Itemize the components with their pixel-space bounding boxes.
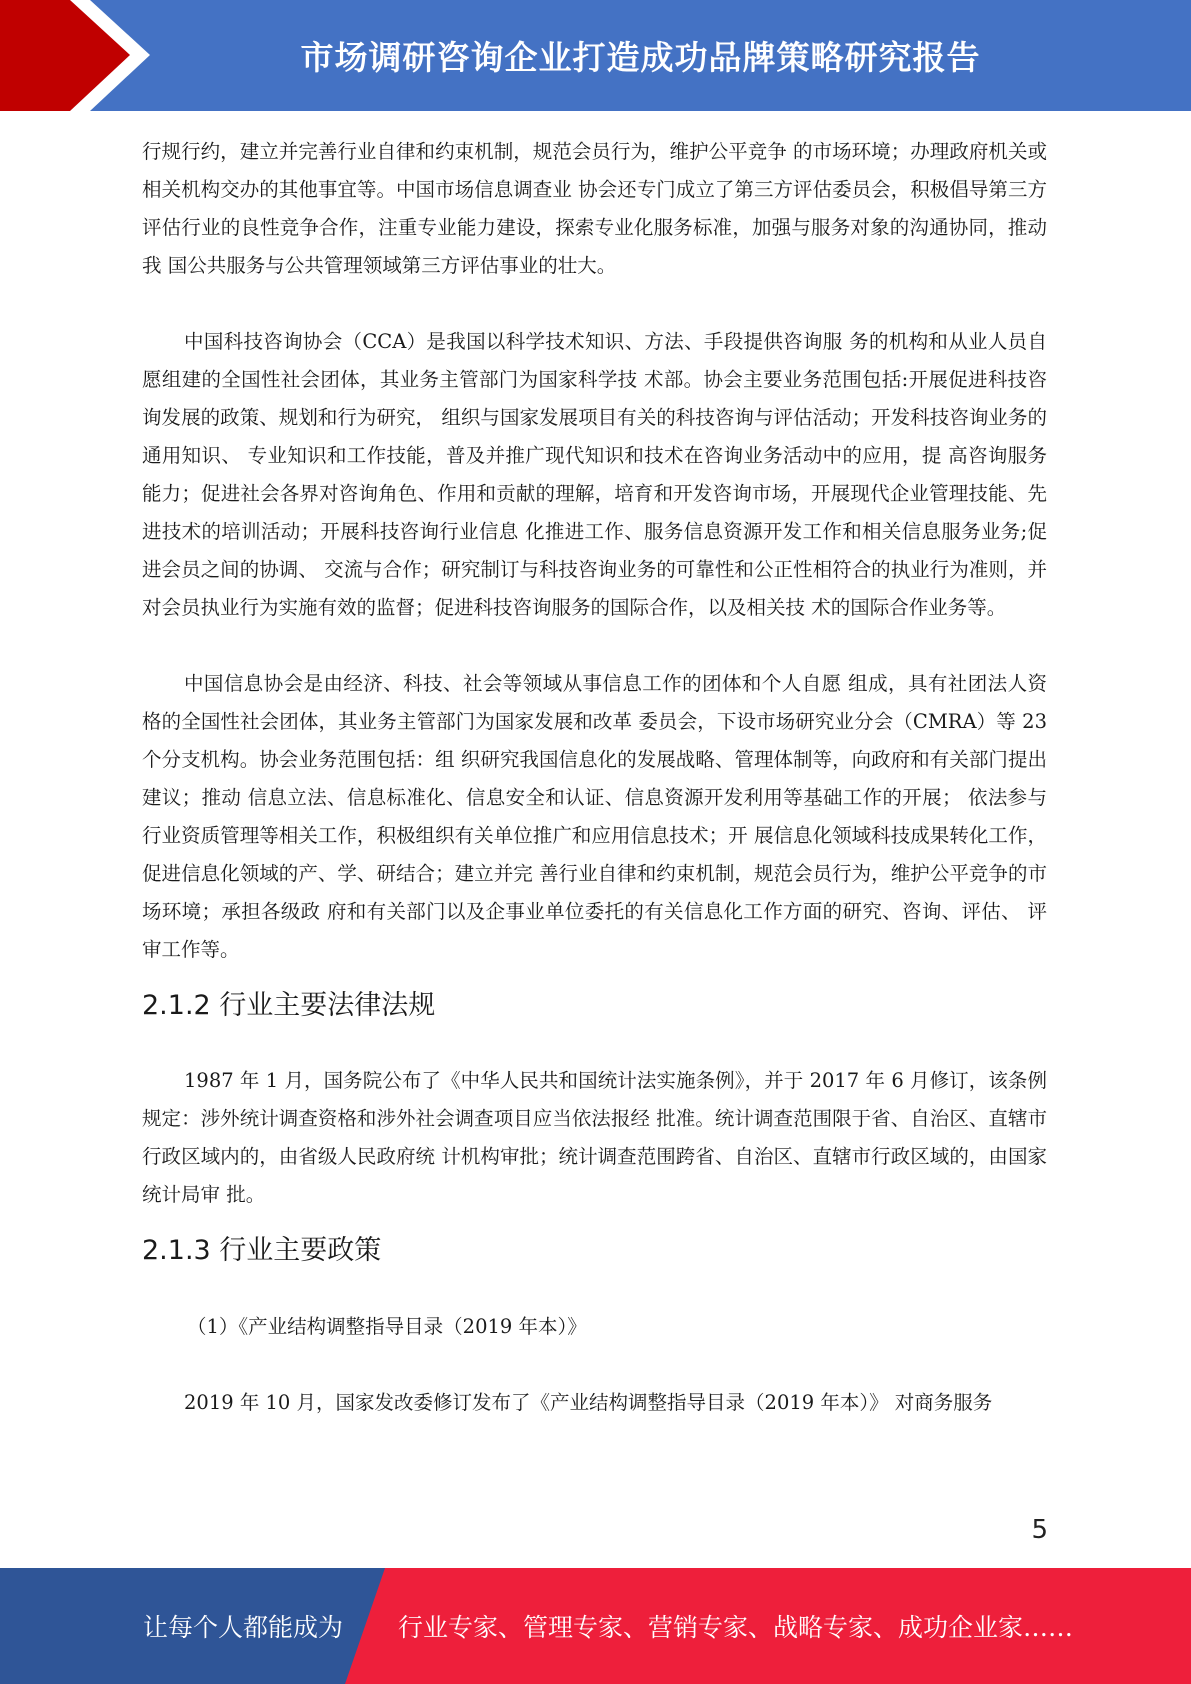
footer-slogan-lead: 让每个人都能成为 <box>143 1613 344 1642</box>
paragraph-market-info-association: 行规行约，建立并完善行业自律和约束机制，规范会员行为，维护公平竞争 的市场环境；办理政府机关或相关机构交办的其他事宜等。中国市场信息调查业 协会还专门成立了第三方评估委员会，积极倡导第三方评估行业的良性竞争合作，注重专业能力建设，探索专业化服务标准，加强与服务对象的沟通协同，推动我 国公共服务与公共管理领域第三方评估事业的壮大。 <box>142 140 1047 277</box>
policy-item-1: （1）《产业结构调整指导目录（2019 年本）》 <box>187 1315 587 1338</box>
paragraph-china-information-association: 中国信息协会是由经济、科技、社会等领域从事信息工作的团体和个人自愿 组成，具有社团法人资格的全国性社会团体，其业务主管部门为国家发展和改革 委员会，下设市场研究业分会（CMRA）等 23 个分支机构。协会业务范围包括：组 织研究我国信息化的发展战略、管理体制等，向政府和有关部门提出建议；推动 信息立法、信息标准化、信息安全和认证、信息资源开发利用等基础工作的开展； 依法参与行业资质管理等相关工作，积极组织有关单位推广和应用信息技术；开 展信息化领域科技成果转化工作，促进信息化领域的产、学、研结合；建立并完 善行业自律和约束机制，规范会员行为，维护公平竞争的市场环境；承担各级政 府和有关部门以及企事业单位委托的有关信息化工作方面的研究、咨询、评估、 评审工作等。 <box>142 672 1047 961</box>
paragraph-statistics-law: 1987 年 1 月，国务院公布了《中华人民共和国统计法实施条例》，并于 2017 年 6 月修订，该条例规定：涉外统计调查资格和涉外社会调查项目应当依法报经 批准。统计调查范围限于省、自治区、直辖市行政区域内的，由省级人民政府统 计机构审批；统计调查范围跨省、自治区、直辖市行政区域的，由国家统计局审 批。 <box>142 1069 1047 1206</box>
document-title: 市场调研咨询企业打造成功品牌策略研究报告 <box>300 38 981 77</box>
section-heading-policies: 2.1.3 行业主要政策 <box>142 1235 382 1266</box>
paragraph-cca: 中国科技咨询协会（CCA）是我国以科学技术知识、方法、手段提供咨询服 务的机构和从业人员自愿组建的全国性社会团体，其业务主管部门为国家科学技 术部。协会主要业务范围包括:开展促进科技咨询发展的政策、规划和行为研究， 组织与国家发展项目有关的科技咨询与评估活动；开发科技咨询业务的通用知识、 专业知识和工作技能，普及并推广现代知识和技术在咨询业务活动中的应用，提 高咨询服务能力；促进社会各界对咨询角色、作用和贡献的理解，培育和开发咨询市场，开展现代企业管理技能、先进技术的培训活动；开展科技咨询行业信息 化推进工作、服务信息资源开发工作和相关信息服务业务;促进会员之间的协调、 交流与合作；研究制订与科技咨询业务的可靠性和公正性相符合的执业行为准则，并对会员执业行为实施有效的监督；促进科技咨询服务的国际合作，以及相关技 术的国际合作业务等。 <box>142 330 1047 619</box>
document-body <box>142 133 1047 1422</box>
footer-slogan-roles: 行业专家、管理专家、营销专家、战略专家、成功企业家…… <box>398 1613 1074 1642</box>
paragraph-industry-catalog: 2019 年 10 月，国家发改委修订发布了《产业结构调整指导目录（2019 年本）》 对商务服务 <box>184 1391 993 1414</box>
page-header <box>0 0 1191 111</box>
page-number: 5 <box>1031 1515 1048 1545</box>
page-footer <box>0 1568 1191 1684</box>
section-heading-laws: 2.1.2 行业主要法律法规 <box>142 990 436 1021</box>
